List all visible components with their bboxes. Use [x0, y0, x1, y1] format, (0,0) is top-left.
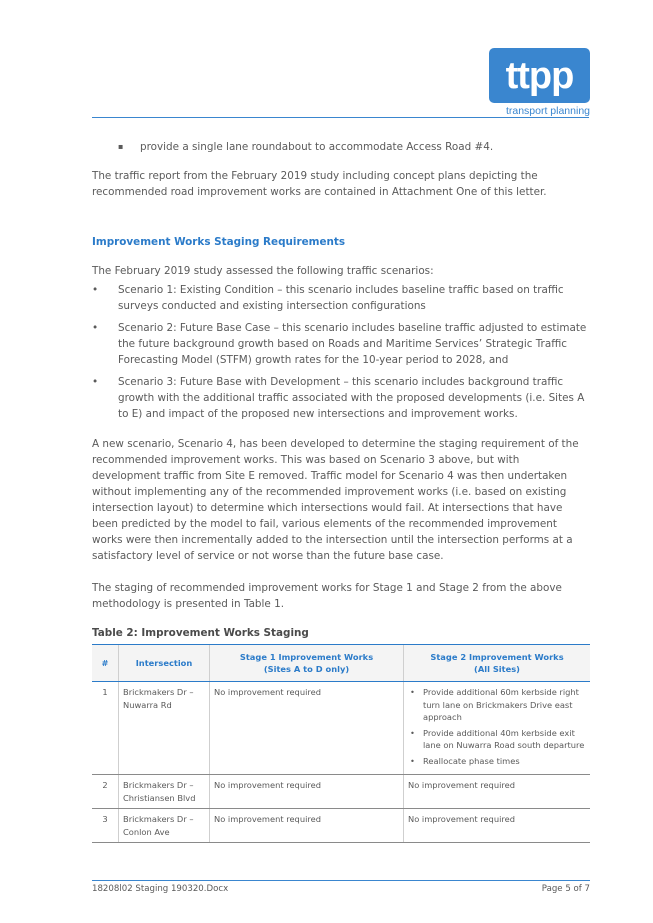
- table-header-row: [92, 645, 590, 682]
- top-bullet-text: provide a single lane roundabout to accommodate Access Road #4.: [140, 141, 494, 153]
- scenario-item: [92, 374, 590, 422]
- header-stage1-subtitle: (Sites A to D only): [263, 664, 350, 674]
- scenario-item: [92, 282, 590, 314]
- stage2-item: • Provide additional 40m kerbside exit lane on Nuwarra Road south departure: [408, 727, 586, 752]
- table-caption: [92, 625, 590, 641]
- logo-mark-box: [489, 48, 590, 103]
- scenario-item: [92, 320, 590, 368]
- scenario-text: Scenario 1: Existing Condition – this scenario includes baseline traffic based on traffic surveys conducted and existing intersection configurations: [118, 284, 564, 312]
- staging-text: The staging of recommended improvement works for Stage 1 and Stage 2 from the above methodology is presented in Table 1.: [92, 582, 562, 610]
- cell-intersection: Brickmakers Dr – Conlon Ave: [119, 809, 210, 843]
- header-stage2-title: Stage 2 Improvement Works: [430, 651, 564, 662]
- bullet-icon: •: [92, 322, 99, 334]
- header-stage1-title: Stage 1 Improvement Works: [239, 651, 374, 662]
- scenario4-paragraph: [92, 436, 590, 564]
- header-stage1: [210, 645, 404, 682]
- stage2-item: • Reallocate phase times: [408, 755, 586, 768]
- cell-stage1: No improvement required: [210, 809, 404, 843]
- staging-paragraph: [92, 580, 590, 612]
- intro-text: The traffic report from the February 2019 study including concept plans depicting the recommended road improvement works are contained in Attachment One of this letter.: [92, 170, 547, 198]
- cell-stage2: [404, 682, 591, 775]
- cell-stage2: No improvement required: [404, 775, 591, 809]
- bullet-icon: •: [92, 284, 99, 296]
- table-row: [92, 682, 590, 775]
- logo-subtitle: transport planning: [505, 105, 590, 117]
- bullet-icon: •: [92, 376, 99, 388]
- footer-doc-ref: 18208l02 Staging 190320.Docx: [92, 884, 229, 894]
- cell-num: 3: [92, 809, 119, 843]
- header-divider: [92, 117, 589, 118]
- cell-num: 2: [92, 775, 119, 809]
- improvement-works-table: [92, 644, 590, 843]
- logo-mark: ttpp: [505, 54, 574, 97]
- stage2-item-list: [408, 686, 586, 767]
- table-row: [92, 775, 590, 809]
- cell-stage2: No improvement required: [404, 809, 591, 843]
- scenarios-intro-text: The February 2019 study assessed the following traffic scenarios:: [92, 265, 434, 277]
- scenario-text: Scenario 2: Future Base Case – this scenario includes baseline traffic adjusted to estimate the future background growth based on Roads and Maritime Services’ Strategic Traffic Forecasting Model (STFM) growth rates for the 10-year period to 2028, and: [118, 322, 587, 366]
- header-intersection: Intersection: [119, 645, 210, 682]
- cell-stage1: No improvement required: [210, 775, 404, 809]
- scenario4-text: A new scenario, Scenario 4, has been developed to determine the staging requirement of the recommended improvement works. This was based on Scenario 3 above, but with development traffic from Site E removed. Traffic model for Scenario 4 was then undertaken without implementing any of the recommended improvement works (i.e. based on existing intersection layout) to determine which intersections would fail. At intersections that have been predicted by the model to fail, various elements of the recommended improvement works were then incrementally added to the intersection until the intersection performs at a satisfactory level of service or not worse than the future base case.: [92, 438, 579, 562]
- table-row: [92, 809, 590, 843]
- footer-divider: [92, 880, 590, 881]
- intro-paragraph: [92, 168, 590, 200]
- scenario-list: [92, 282, 590, 422]
- stage2-item: • Provide additional 60m kerbside right turn lane on Brickmakers Drive east approach: [408, 686, 586, 724]
- scenario-text: Scenario 3: Future Base with Development – this scenario includes background traffic growth with the additional traffic associated with the proposed developments (i.e. Sites A to E) and impact of the proposed new intersections and improvement works.: [118, 376, 585, 420]
- cell-intersection: Brickmakers Dr – Nuwarra Rd: [119, 682, 210, 775]
- footer-page-number: Page 5 of 7: [541, 884, 590, 894]
- table-caption-text: Table 2: Improvement Works Staging: [92, 627, 309, 639]
- section-heading: [92, 234, 590, 250]
- cell-num: 1: [92, 682, 119, 775]
- cell-intersection: Brickmakers Dr – Christiansen Blvd: [119, 775, 210, 809]
- header-stage2: [404, 645, 591, 682]
- square-bullet-icon: ▪: [118, 142, 124, 151]
- cell-stage1: No improvement required: [210, 682, 404, 775]
- section-heading-text: Improvement Works Staging Requirements: [92, 236, 346, 248]
- scenarios-intro: [92, 263, 590, 279]
- company-logo: [489, 48, 590, 118]
- header-num: #: [92, 645, 119, 682]
- top-bullet: [118, 139, 588, 155]
- header-stage2-subtitle: (All Sites): [474, 664, 520, 674]
